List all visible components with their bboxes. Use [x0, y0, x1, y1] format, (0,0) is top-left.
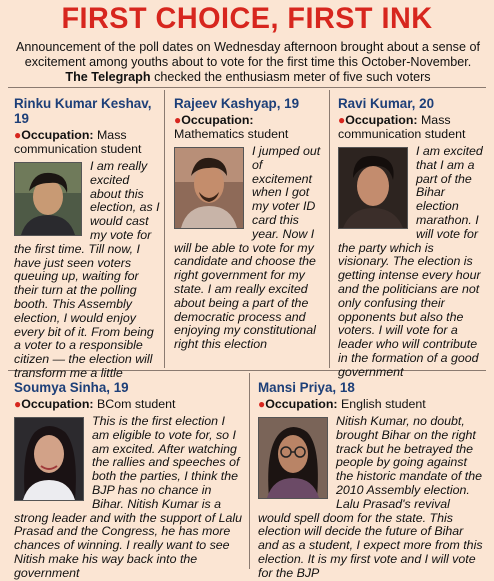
column-divider-1	[164, 90, 165, 368]
voter-occupation	[258, 397, 484, 411]
voter-quote	[174, 145, 324, 352]
quote-continued: first time. Till now, I have just seen voters queuing up, waiting for their turn at the polling booth. This Assembly election, I would enjoy every bit of it. From being a voter to a responsible citizen — the election will transform me a little	[14, 241, 154, 380]
voter-name: Soumya Sinha, 19	[14, 380, 129, 395]
bullet-icon: ●	[14, 128, 22, 142]
occupation-label: Occupation:	[265, 397, 338, 411]
voter-card	[338, 96, 486, 380]
quote-beside-photo: I jumped out of excitement when I got my voter ID card this year.	[252, 144, 321, 241]
occupation-value: BCom student	[96, 397, 176, 411]
voter-occupation	[174, 113, 324, 141]
quote-continued: party which is visionary. The election is getting intense every hour and the politicians are not only confusing their opponents but also the voters. I will vote for a leader who will contribute in the formation of a good government	[338, 240, 481, 379]
top-divider	[8, 87, 486, 88]
intro-paragraph	[16, 40, 480, 85]
occupation-value: Mathematics student	[174, 127, 289, 141]
voter-quote	[14, 160, 160, 381]
voter-name: Rajeev Kashyap, 19	[174, 96, 300, 111]
voter-occupation	[338, 113, 486, 141]
headline: FIRST CHOICE, FIRST INK	[61, 2, 433, 35]
column-divider-3	[249, 373, 250, 569]
bullet-icon: ●	[14, 397, 22, 411]
bullet-icon: ●	[258, 397, 266, 411]
voter-occupation	[14, 128, 160, 156]
occupation-value: Mass communication student	[14, 128, 142, 156]
quote-beside-photo: Nitish Kumar, no doubt, brought Bihar on the right track but he betrayed the people by going against the historic mandate of the 2010 Assembly election.	[336, 414, 483, 497]
voter-quote	[258, 415, 484, 581]
portrait-photo	[14, 417, 84, 501]
column-divider-2	[329, 90, 330, 368]
quote-continued: Now I will be able to vote for my candidate and choose the right government for my state. I am really excited about being a part of the democratic process and enjoying my constitutional right this election	[174, 226, 316, 352]
voter-quote	[14, 415, 244, 581]
quote-continued: Lalu Prasad's revival would spell doom for the state. This election will decide the future of Bihar and as a student, I expect more from this election. It is my first vote and I will vote for the BJP	[258, 496, 483, 580]
voter-quote	[338, 145, 486, 380]
portrait-photo	[14, 162, 82, 236]
voter-name: Rinku Kumar Keshav, 19	[14, 96, 152, 126]
quote-beside-photo: This is the first election I am eligible to vote for, so I am excited. After watching the rallies and speeches of both the parties, I think the BJP has no chance in	[92, 414, 240, 497]
voter-card	[14, 380, 244, 581]
quote-beside-photo: I am really excited about this election, as I would cast my vote for the	[14, 159, 160, 256]
voter-name: Mansi Priya, 18	[258, 380, 355, 395]
voter-card	[14, 96, 160, 381]
voter-occupation	[14, 397, 244, 411]
voter-name: Ravi Kumar, 20	[338, 96, 435, 111]
voter-card	[258, 380, 484, 581]
occupation-label: Occupation:	[21, 397, 94, 411]
intro-tail: checked the enthusiasm meter of five such voters	[154, 70, 431, 84]
intro-text: Announcement of the poll dates on Wednesday afternoon brought about a sense of excitement among youths about to vote for the first time this October-November.	[16, 40, 480, 69]
occupation-value: English student	[340, 397, 426, 411]
quote-continued: Bihar. Nitish Kumar is a strong leader and with the support of Lalu Prasad and the Congress, he has more chances of winning. I really want to see Nitish make his way back into the government	[14, 496, 242, 580]
occupation-label: Occupation:	[21, 128, 94, 142]
intro-publication: The Telegraph	[65, 70, 151, 84]
bullet-icon: ●	[174, 113, 182, 127]
occupation-label: Occupation:	[181, 113, 254, 127]
occupation-value: Mass communication student	[338, 113, 466, 141]
portrait-photo	[338, 147, 408, 229]
bullet-icon: ●	[338, 113, 346, 127]
portrait-photo	[174, 147, 244, 229]
quote-beside-photo: I am excited that I am a part of the Bihar election marathon. I will vote for the	[338, 144, 483, 255]
occupation-label: Occupation:	[345, 113, 418, 127]
voter-card	[174, 96, 324, 352]
portrait-photo	[258, 417, 328, 499]
